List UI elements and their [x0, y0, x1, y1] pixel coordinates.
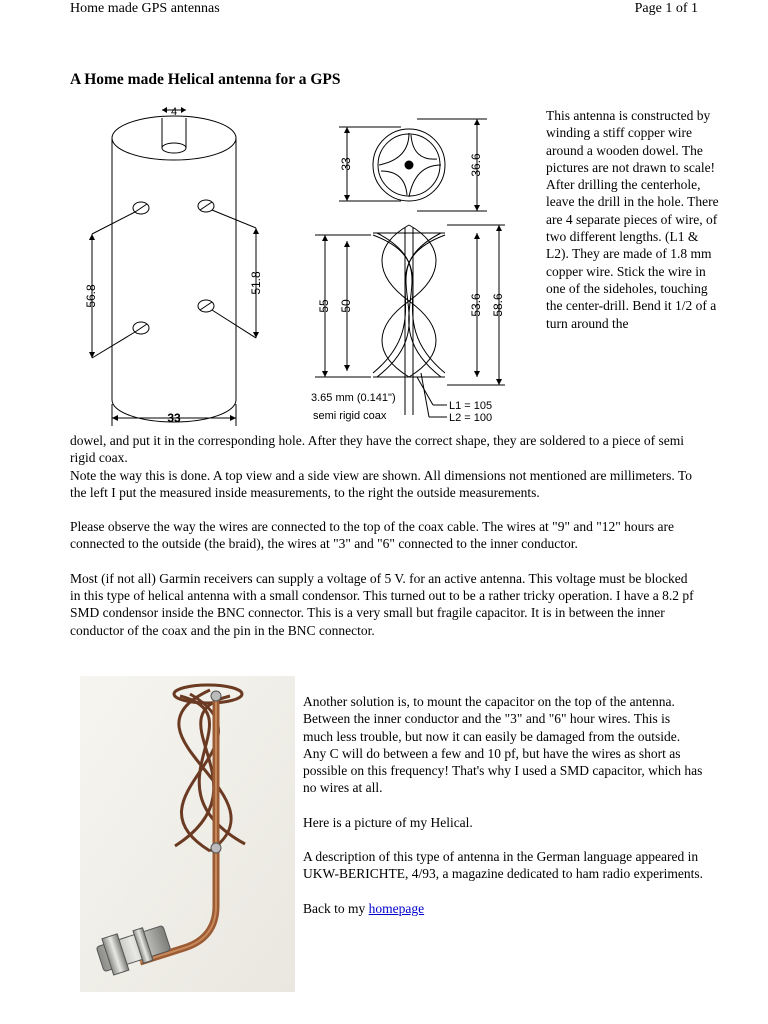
l1-label: L1 = 105: [449, 400, 493, 412]
intro-continued: dowel, and put it in the corresponding hole. After they have the correct shape, they are soldered to a piece of semi rigid coax.: [70, 433, 685, 466]
homepage-link[interactable]: homepage: [368, 900, 425, 916]
solution-paragraph: Another solution is, to mount the capacitor on the top of the antenna. Between the inner conductor and the "3" and "6" hour wires. This is much less trouble, but now it can easily be damaged from the outside. Any C will do between a few and 10 pf, but have the wires as short as possible on this frequency! That's why I used a SMD capacitor, which has no wires at all.: [303, 694, 703, 796]
coax-type-label: semi rigid coax: [313, 410, 387, 422]
dowel-diagram: [70, 100, 280, 430]
coax-size-label: 3.65 mm (0.141"): [311, 392, 396, 404]
hole-diameter-label: 4: [170, 106, 178, 118]
dowel-width-label: 33: [167, 411, 181, 425]
back-line: [303, 900, 703, 917]
observe-paragraph: Please observe the way the wires are connected to the top of the coax cable. The wires at "9" and "12" hours are connected to the outside (the braid), the wires at "3" and "6" connected to the inner conductor.: [70, 519, 674, 552]
page-header-title: Home made GPS antennas: [70, 1, 220, 16]
side-outside-2-label: 58.6: [491, 293, 505, 317]
helix-diagram: [305, 115, 525, 430]
height-inside-label: 56.8: [84, 284, 98, 308]
note-paragraph: Note the way this is done. A top view and a side view are shown. All dimensions not mentioned are millimeters. To the left I put the measured inside measurements, to the right the outside measurements.: [70, 467, 692, 500]
back-prefix: Back to my: [303, 900, 369, 916]
top-view-outside-label: 36.6: [469, 153, 483, 177]
side-inside-1-label: 55: [317, 299, 331, 313]
photo-side-text: [303, 693, 703, 917]
body-paragraphs: [70, 432, 696, 639]
side-outside-1-label: 53.6: [469, 293, 483, 317]
height-outside-label: 51.8: [249, 271, 263, 295]
garmin-paragraph: Most (if not all) Garmin receivers can supply a voltage of 5 V. for an active antenna. This voltage must be blocked in this type of helical antenna with a small condensor. This turned out to be a rather tricky operation. I have a 8.2 pf SMD condensor inside the BNC connector. This is a very small but fragile capacitor. It is in between the inner conductor of the coax and the pin in the BNC connector.: [70, 570, 694, 638]
page-header-number: Page 1 of 1: [634, 1, 698, 16]
side-inside-2-label: 50: [339, 299, 353, 313]
picture-paragraph: Here is a picture of my Helical.: [303, 814, 473, 830]
page-title: A Home made Helical antenna for a GPS: [70, 71, 341, 88]
top-view-inside-label: 33: [339, 157, 353, 171]
helical-antenna-photo: [80, 676, 295, 992]
intro-side-text: This antenna is constructed by winding a stiff copper wire around a wooden dowel. The pictures are not drawn to scale! After drilling the centerhole, leave the drill in the hole. There are 4 separate pieces of wire, of two different lengths. (L1 & L2). They are made of 1.8 mm copper wire. Stick the wire in one of the sideholes, touching the center-drill. Bend it 1/2 of a turn around the: [546, 108, 719, 331]
description-paragraph: A description of this type of antenna in the German language appeared in UKW-BERICHTE, 4/93, a magazine dedicated to ham radio experiments.: [303, 849, 704, 882]
l2-label: L2 = 100: [449, 412, 493, 424]
